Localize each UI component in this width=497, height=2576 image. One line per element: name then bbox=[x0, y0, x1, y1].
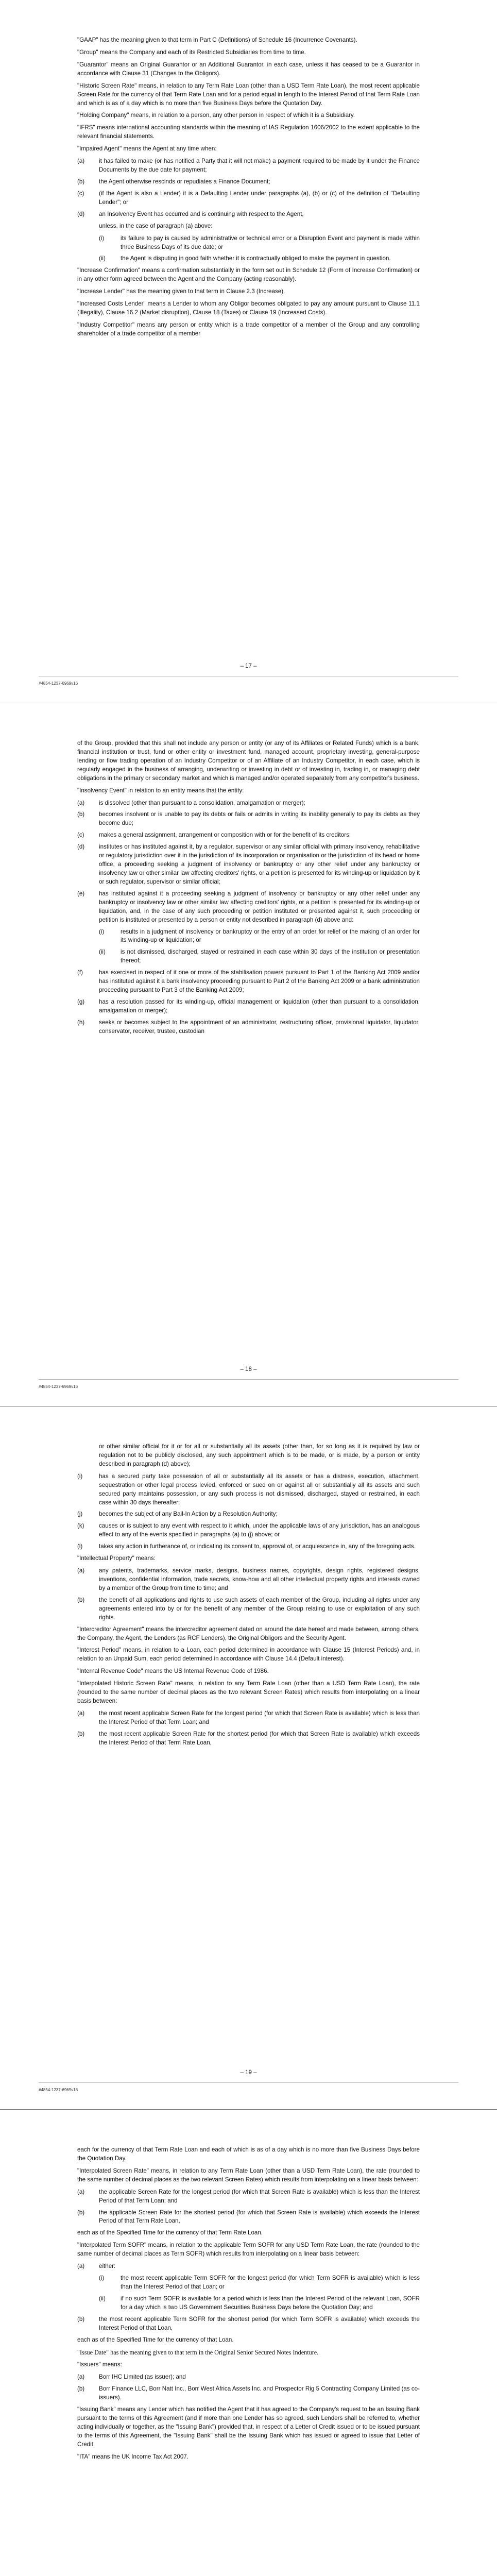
clause-item bbox=[77, 1472, 420, 1507]
sub-clause bbox=[99, 2295, 420, 2312]
definition-paragraph: of the Group, provided that this shall not include any person or entity (or any of its Affiliates or Related Funds) which is a bank, financial institution or trust, fund or other entity or investment fund, managed account, proprietary investing, general-purpose lending or flow trading operation of an Industry Competitor or of an Affiliate of an Industry Competitor, in each case, which is regularly engaged in the business of arranging, underwriting or investing in debt or of investing in, trading in, or managing debt obligations in the primary or secondary market and which is managed and/or operated separately from any competitor's business. bbox=[77, 740, 420, 782]
clause-text: its failure to pay is caused by administrative or technical error or a Disruption Event and payment is made within three Business Days of its due date; or bbox=[121, 234, 420, 250]
clause-label: (i) bbox=[99, 234, 105, 242]
clause-label: (c) bbox=[77, 832, 84, 839]
clause-text: becomes insolvent or is unable to pay its debts or fails or admits in writing its inability generally to pay its debts as they become due; bbox=[99, 811, 420, 827]
clause-item bbox=[77, 843, 420, 887]
clause-text: makes a general assignment, arrangement or composition with or for the benefit of its creditors; bbox=[99, 832, 351, 839]
clause-label: (f) bbox=[77, 969, 83, 976]
page-body bbox=[77, 1443, 420, 1751]
document-reference: #4854-1237-6969v16 bbox=[39, 2088, 78, 2092]
clause-text: an Insolvency Event has occurred and is continuing with respect to the Agent, bbox=[99, 210, 304, 217]
clause-text: Borr IHC Limited (as issuer); and bbox=[99, 2374, 186, 2381]
document-page bbox=[0, 2110, 497, 2576]
definition-paragraph: "Internal Revenue Code" means the US Internal Revenue Code of 1986. bbox=[77, 1668, 269, 1675]
page-number: – 18 – bbox=[240, 1366, 257, 1372]
definition-paragraph: "Group" means the Company and each of its Restricted Subsidiaries from time to time. bbox=[77, 48, 306, 56]
page-body bbox=[77, 36, 420, 342]
clause-label: (g) bbox=[77, 998, 85, 1005]
clause-item bbox=[77, 2315, 420, 2333]
definition-paragraph: "Interest Period" means, in relation to a Loan, each period determined in accordance with Clause 15 (Interest Periods) and, in relation to an Unpaid Sum, each period determined in accordance with Clause 14.4 (Default interest). bbox=[77, 1647, 420, 1663]
clause-text: seeks or becomes subject to the appointment of an administrator, restructuring officer, provisional liquidator, liquidator, conservator, receiver, trustee, custodian bbox=[99, 1019, 420, 1035]
clause-label: (b) bbox=[77, 1596, 85, 1603]
clause-text: is not dismissed, discharged, stayed or restrained in each case within 30 days of the institution or presentation thereof; bbox=[121, 948, 420, 964]
continuation-paragraph: or other similar official for it or for all or substantially all its assets (other than, for so long as it is required by law or regulation not to be publicly disclosed, any such appointment which is to be made, or is made, by a person or entity described in paragraph (d) above); bbox=[99, 1443, 420, 1467]
clause-text: any patents, trademarks, service marks, designs, business names, copyrights, design rights, registered designs, inventions, confidential information, trade secrets, know-how and all other intellectual property rights and interests owned by a member of the Group from time to time; and bbox=[99, 1567, 420, 1591]
page-number: – 17 – bbox=[240, 663, 257, 669]
definition-paragraph: "Interpolated Term SOFR" means, in relation to the applicable Term SOFR for any USD Term Rate Loan, the rate (rounded to the same number of decimal places as Term SOFR) which results from interpolating on a linear basis between: bbox=[77, 2242, 420, 2258]
definition-paragraph: "Intellectual Property" means: bbox=[77, 1555, 156, 1562]
clause-item bbox=[77, 2209, 420, 2226]
clause-text: it has failed to make (or has notified a Party that it will not make) a payment required to be made by it under the Finance Documents by the due date for payment; bbox=[99, 158, 420, 174]
sub-clause bbox=[99, 255, 420, 263]
definition-paragraph: "Industry Competitor" means any person or entity which is a trade competitor of a member of the Group and any controlling shareholder of a trade competitor of a member bbox=[77, 321, 420, 337]
definition-paragraph: "Issuers" means: bbox=[77, 2361, 122, 2368]
clause-label: (b) bbox=[77, 1730, 85, 1737]
clause-item bbox=[77, 2373, 420, 2382]
definition-paragraph: "Issue Date" has the meaning given to that term in the Original Senior Secured Notes Indenture. bbox=[77, 2348, 319, 2356]
clause-item bbox=[77, 1709, 420, 1727]
clause-label: (b) bbox=[77, 811, 85, 818]
definition-paragraph: "Holding Company" means, in relation to a person, any other person in respect of which it is a Subsidiary. bbox=[77, 112, 355, 119]
clause-item bbox=[77, 890, 420, 925]
clause-text: Borr Finance LLC, Borr Natt Inc., Borr West Africa Assets Inc. and Prospector Rig 5 Contracting Company Limited (as co-issuers). bbox=[99, 2385, 420, 2401]
sub-clause bbox=[99, 948, 420, 965]
clause-item bbox=[77, 810, 420, 828]
clause-text: the most recent applicable Screen Rate for the shortest period (for which that Screen Rate is available) which exceeds the Interest Period of that Term Rate Loan, bbox=[99, 1730, 420, 1746]
definition-paragraph: "Historic Screen Rate" means, in relation to any Term Rate Loan (other than a USD Term Rate Loan), the most recent applicable Screen Rate for the currency of that Term Rate Loan and for a period equal in length to the Interest Period of that Term Rate Loan and which is as of a day which is no more than five Business Days before the Quotation Day. bbox=[77, 82, 420, 107]
document-reference: #4854-1237-6969v16 bbox=[39, 681, 78, 686]
definition-paragraph: "Insolvency Event" in relation to an entity means that the entity: bbox=[77, 787, 244, 794]
clause-label: (ii) bbox=[99, 948, 106, 956]
clause-item bbox=[77, 210, 420, 219]
document-page bbox=[0, 703, 497, 1406]
clause-label: (i) bbox=[99, 2275, 105, 2282]
sub-clause bbox=[99, 2274, 420, 2292]
clause-label: (i) bbox=[99, 928, 105, 935]
clause-text: the most recent applicable Term SOFR for the shortest period (for which Term SOFR is available) which exceeds the Interest Period of that Loan, bbox=[99, 2315, 420, 2331]
clause-label: (a) bbox=[77, 2188, 85, 2195]
definition-paragraph: "Increased Costs Lender" means a Lender to whom any Obligor becomes obligated to pay any amount pursuant to Clause 11.1 (Illegality), Clause 16.2 (Market disruption), Clause 18 (Taxes) or Clause 19 (Increased Costs). bbox=[77, 300, 420, 316]
clause-text: causes or is subject to any event with respect to it which, under the applicable laws of any jurisdiction, has an analogous effect to any of the events specified in paragraphs (a) to (j) above; or bbox=[99, 1522, 420, 1538]
clause-text: institutes or has instituted against it, by a regulator, supervisor or any similar official with primary insolvency, rehabilitative or regulatory jurisdiction over it in the jurisdiction of its incorporation or organisation or the jurisdiction of its head or home office, a proceeding seeking a judgment of insolvency or bankruptcy or any other relief under any bankruptcy or insolvency law or other similar law affecting creditors' rights, or a petition is presented for its winding-up or liquidation by it or such regulator, supervisor or similar official; bbox=[99, 843, 420, 885]
clause-item bbox=[77, 157, 420, 175]
clause-text: has a resolution passed for its winding-up, official management or liquidation (other than pursuant to a consolidation, amalgamation or merger); bbox=[99, 998, 420, 1014]
clause-text: becomes the subject of any Bail-In Action by a Resolution Authority; bbox=[99, 1511, 278, 1518]
clause-label: (k) bbox=[77, 1522, 84, 1530]
sub-clause bbox=[99, 928, 420, 945]
clause-text: (if the Agent is also a Lender) it is a Defaulting Lender under paragraphs (a), (b) or (c) of the definition of "Defaulting Lender"; or bbox=[99, 190, 420, 206]
definition-paragraph: "Increase Confirmation" means a confirmation substantially in the form set out in Schedule 12 (Form of Increase Confirmation) or in any other form agreed between the Agent and the Company (acting reasonably). bbox=[77, 267, 420, 283]
clause-item bbox=[77, 1596, 420, 1622]
clause-label: (c) bbox=[77, 190, 84, 197]
document-page bbox=[0, 1406, 497, 2110]
definition-paragraph: "GAAP" has the meaning given to that term in Part C (Definitions) of Schedule 16 (Incurrence Covenants). bbox=[77, 37, 357, 43]
clause-label: (b) bbox=[77, 2209, 85, 2216]
clause-label: (d) bbox=[77, 210, 85, 217]
clause-label: (a) bbox=[77, 2374, 85, 2381]
definition-paragraph: "Impaired Agent" means the Agent at any time when: bbox=[77, 145, 217, 152]
footer-rule bbox=[39, 1379, 458, 1380]
definition-paragraph: "Issuing Bank" means any Lender which has notified the Agent that it has agreed to the Company's request to be an Issuing Bank pursuant to the terms of this Agreement (and if more than one Lender has so agreed, such Lenders shall be referred to, whether acting individually or together, as the "Issuing Bank") provided that, in respect of a Letter of Credit issued or to be issued pursuant to the terms of this Agreement, the "Issuing Bank" shall be the Issuing Bank which has issued or agreed to issue that Letter of Credit. bbox=[77, 2406, 420, 2448]
clause-label: (d) bbox=[77, 843, 85, 851]
clause-item bbox=[77, 178, 420, 187]
clause-label: (a) bbox=[77, 799, 85, 806]
clause-text: is dissolved (other than pursuant to a consolidation, amalgamation or merger); bbox=[99, 799, 305, 806]
sub-clause bbox=[99, 234, 420, 252]
clause-text: has exercised in respect of it one or more of the stabilisation powers pursuant to Part 1 of the Banking Act 2009 and/or has instituted against it a bank insolvency proceeding pursuant to Part 2 of the Banking Act 2009 or a bank administration proceeding pursuant to Part 3 of the Banking Act 2009; bbox=[99, 969, 420, 994]
definition-paragraph: "Interpolated Screen Rate" means, in relation to any Term Rate Loan (other than a USD Term Rate Loan), the rate (rounded to the same number of decimal places as the two relevant Screen Rates) which results from interpolating on a linear basis between: bbox=[77, 2167, 420, 2183]
clause-text: takes any action in furtherance of, or indicating its consent to, approval of, or acquiescence in, any of the foregoing acts. bbox=[99, 1543, 416, 1550]
clause-label: (a) bbox=[77, 2263, 85, 2270]
continuation-paragraph: unless, in the case of paragraph (a) above: bbox=[99, 222, 213, 229]
document-page bbox=[0, 0, 497, 703]
clause-label: (e) bbox=[77, 890, 85, 897]
clause-label: (b) bbox=[77, 2385, 85, 2393]
clause-item bbox=[77, 1543, 420, 1551]
clause-item bbox=[77, 2262, 420, 2271]
clause-item bbox=[77, 2385, 420, 2402]
clause-text: has a secured party take possession of all or substantially all its assets or has a distress, execution, attachment, sequestration or other legal process levied, enforced or sued on or against all or substantially all its assets and such secured party maintains possession, or any such process is not dismissed, discharged, stayed or restrained, in each case within 30 days thereafter; bbox=[99, 1472, 420, 1506]
clause-item bbox=[77, 1567, 420, 1593]
clause-text: has instituted against it a proceeding seeking a judgment of insolvency or bankruptcy or any other relief under any bankruptcy or insolvency law or other similar law affecting creditors' rights, or a petition is presented for its winding-up or liquidation, and, in the case of any such proceeding or petition instituted or presented against it, such proceeding or petition is instituted or presented by a person or entity not described in paragraph (d) above and: bbox=[99, 890, 420, 923]
clause-item bbox=[77, 799, 420, 808]
clause-item bbox=[77, 969, 420, 995]
clause-text: the applicable Screen Rate for the longest period (for which that Screen Rate is available) which is less than the Interest Period of that Term Loan; and bbox=[99, 2188, 420, 2204]
clause-item bbox=[77, 1019, 420, 1036]
clause-text: the most recent applicable Term SOFR for the longest period (for which Term SOFR is available) which is less than the Interest Period of that Loan; or bbox=[121, 2275, 420, 2290]
clause-label: (b) bbox=[77, 2315, 85, 2323]
clause-text: if no such Term SOFR is available for a period which is less than the Interest Period of the relevant Loan, SOFR for a day which is two US Government Securities Business Days before the Quotation Day; and bbox=[121, 2295, 420, 2311]
clause-text: results in a judgment of insolvency or bankruptcy or the entry of an order for relief or the making of an order for its winding-up or liquidation; or bbox=[121, 928, 420, 944]
definition-paragraph: each as of the Specified Time for the currency of that Loan. bbox=[77, 2336, 234, 2343]
clause-item bbox=[77, 1510, 420, 1519]
clause-item bbox=[77, 998, 420, 1015]
clause-item bbox=[77, 831, 420, 840]
clause-text: the Agent is disputing in good faith whether it is contractually obliged to make the payment in question. bbox=[121, 255, 391, 262]
page-body bbox=[77, 739, 420, 1039]
clause-item bbox=[77, 1730, 420, 1748]
definition-paragraph: each for the currency of that Term Rate Loan and each of which is as of a day which is no more than five Business Days before the Quotation Day. bbox=[77, 2146, 420, 2162]
definition-paragraph: "Guarantor" means an Original Guarantor or an Additional Guarantor, in each case, unless it has ceased to be a Guarantor in accordance with Clause 31 (Changes to the Obligors). bbox=[77, 61, 420, 77]
definition-paragraph: "Interpolated Historic Screen Rate" means, in relation to any Term Rate Loan (other than a USD Term Rate Loan), the rate (rounded to the same number of decimal places as the two relevant Screen Rates) which results from interpolating on a linear basis between: bbox=[77, 1680, 420, 1705]
clause-label: (a) bbox=[77, 1709, 85, 1717]
clause-label: (a) bbox=[77, 1567, 85, 1574]
clause-item bbox=[77, 2188, 420, 2206]
clause-text: the Agent otherwise rescinds or repudiates a Finance Document; bbox=[99, 178, 270, 185]
definition-paragraph: "Increase Lender" has the meaning given to that term in Clause 2.3 (Increase). bbox=[77, 288, 285, 295]
page-number: – 19 – bbox=[240, 2069, 257, 2076]
footer-rule bbox=[39, 2082, 458, 2083]
clause-label: (l) bbox=[77, 1543, 83, 1550]
clause-item bbox=[77, 190, 420, 207]
definition-paragraph: "IFRS" means international accounting standards within the meaning of IAS Regulation 1606/2002 to the extent applicable to the relevant financial statements. bbox=[77, 124, 420, 140]
clause-label: (ii) bbox=[99, 255, 106, 262]
clause-label: (a) bbox=[77, 158, 85, 165]
clause-text: either: bbox=[99, 2263, 116, 2270]
clause-text: the applicable Screen Rate for the shortest period (for which that Screen Rate is available) which exceeds the Interest Period of that Term Rate Loan, bbox=[99, 2209, 420, 2225]
definition-paragraph: "Intercreditor Agreement" means the intercreditor agreement dated on around the date hereof and made between, among others, the Company, the Agent, the Lenders (as RCF Lenders), the Original Obligors and the Security Agent. bbox=[77, 1625, 420, 1641]
definition-paragraph: "ITA" means the UK Income Tax Act 2007. bbox=[77, 2453, 188, 2460]
clause-label: (h) bbox=[77, 1019, 85, 1026]
page-body bbox=[77, 2146, 420, 2465]
clause-label: (i) bbox=[77, 1472, 83, 1480]
clause-label: (ii) bbox=[99, 2295, 106, 2302]
clause-item bbox=[77, 1522, 420, 1539]
clause-text: the most recent applicable Screen Rate for the longest period (for which that Screen Rate is available) which is less than the Interest Period of that Term Loan; and bbox=[99, 1709, 420, 1725]
clause-label: (b) bbox=[77, 178, 85, 185]
document-reference: #4854-1237-6969v16 bbox=[39, 1384, 78, 1389]
clause-label: (j) bbox=[77, 1511, 83, 1518]
definition-paragraph: each as of the Specified Time for the currency of that Term Rate Loan. bbox=[77, 2229, 263, 2236]
clause-text: the benefit of all applications and rights to use such assets of each member of the Group, including all rights under any agreements entered into by or for the benefit of any member of the Group relating to use or exploitation of any such rights. bbox=[99, 1596, 420, 1621]
